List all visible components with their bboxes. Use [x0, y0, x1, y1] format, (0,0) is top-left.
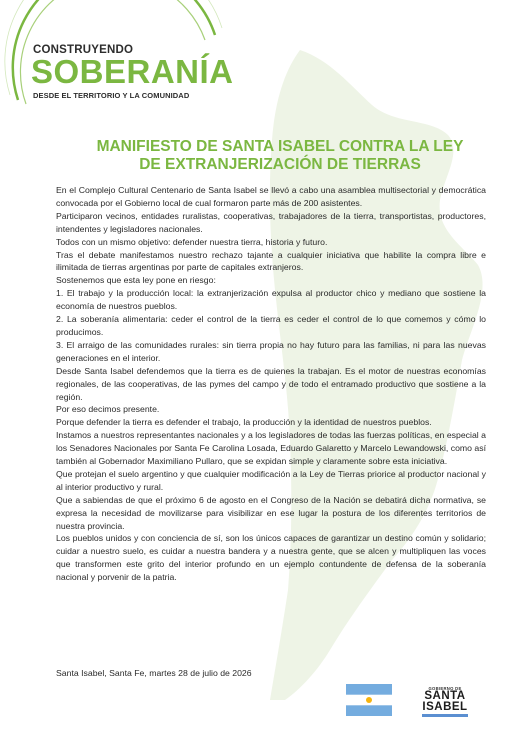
paragraph: Que a sabiendas de que el próximo 6 de agosto en el Congreso de la Nación se debatirá dicha normativa, se expresa la necesidad de movilizarse para visibilizar en ese lugar la postura de los diferentes territorios de nuestra provincia. [56, 494, 486, 531]
logo-subtitle: DESDE EL TERRITORIO Y LA COMUNIDAD [33, 91, 190, 100]
logo-underline [422, 714, 468, 717]
paragraph: Que protejan el suelo argentino y que cualquier modificación a la Ley de Tierras priorice al productor nacional y al interior productivo y rural. [56, 468, 486, 492]
paragraph: Sostenemos que esta ley pone en riesgo: [56, 275, 216, 286]
paragraph: En el Complejo Cultural Centenario de Santa Isabel se llevó a cabo una asamblea multisectorial y democrática convocada por el Gobierno local de cual formaron parte más de 200 asistentes. [56, 185, 486, 208]
paragraph: Todos con un mismo objetivo: defender nuestra tierra, historia y futuro. [56, 236, 328, 247]
title-line: DE EXTRANJERIZACIÓN DE TIERRAS [139, 156, 421, 173]
logo-gobierno-text: GOBIERNO DE [428, 686, 462, 691]
header [0, 0, 530, 110]
paragraph: Tras el debate manifestamos nuestro rechazo tajante a cualquier iniciativa que habilite la compra libre e ilimitada de tierras argentinas por parte de capitales extranjeros. [56, 249, 486, 273]
paragraph: 3. El arraigo de las comunidades rurales: sin tierra propia no hay futuro para las familias, ni para las nuevas generaciones en el interior. [56, 339, 486, 363]
manifesto-body [56, 184, 486, 584]
logo-main-text: SOBERANÍA [31, 53, 234, 90]
paragraph: Participaron vecinos, entidades ruralistas, cooperativas, trabajadores de la tierra, transportistas, productores, intendentes y legisladores nacionales. [56, 210, 486, 234]
title-line: MANIFIESTO DE SANTA ISABEL CONTRA LA LEY [96, 138, 464, 155]
paragraph: 1. El trabajo y la producción local: la extranjerización expulsa al productor chico y mediano que sostiene la economía de nuestros pueblos. [56, 288, 486, 312]
gobierno-santa-isabel-logo [414, 686, 476, 718]
paragraph: Desde Santa Isabel defendemos que la tierra es de quienes la trabajan. Es el motor de nuestras economías regionales, de las cooperativas, de las pymes del campo y de todo el entramado productivo que sostiene a la región. [56, 365, 486, 402]
paragraph: 2. La soberanía alimentaria: ceder el control de la tierra es ceder el control de lo que comemos y cómo lo producimos. [56, 314, 486, 337]
paragraph: Los pueblos unidos y con conciencia de sí, son los únicos capaces de garantizar un destino común y solidario; cuidar a nuestro suelo, es cuidar a nuestra bandera y a nuestra gente, que se alcen y multipliquen las voces que transformen este grito del interior profundo en un ejemplo contundente de defensa de la soberanía nacional y porvenir de la patria. [56, 533, 486, 583]
signature-date: Santa Isabel, Santa Fe, martes 28 de julio de 2026 [56, 668, 252, 678]
argentina-flag-icon [346, 684, 392, 716]
logo-top-text: CONSTRUYENDO [33, 44, 134, 56]
document-title [60, 138, 500, 174]
paragraph: Instamos a nuestros representantes nacionales y a los legisladores de todas las fuerzas políticas, en especial a los Senadores Nacionales por Santa Fe Carolina Losada, Eduardo Galaretto y Marcelo Lewandowski, como así también al Gobernador Maximiliano Pullaro, que se expidan simple y claramente sobre esta iniciativa. [56, 430, 486, 467]
paragraph: Porque defender la tierra es defender el trabajo, la producción y la identidad de nuestros pueblos. [56, 417, 432, 428]
logo-isabel-text: ISABEL [422, 701, 468, 713]
logo-santa-text: SANTA [424, 690, 466, 702]
paragraph: Por eso decimos presente. [56, 404, 160, 415]
